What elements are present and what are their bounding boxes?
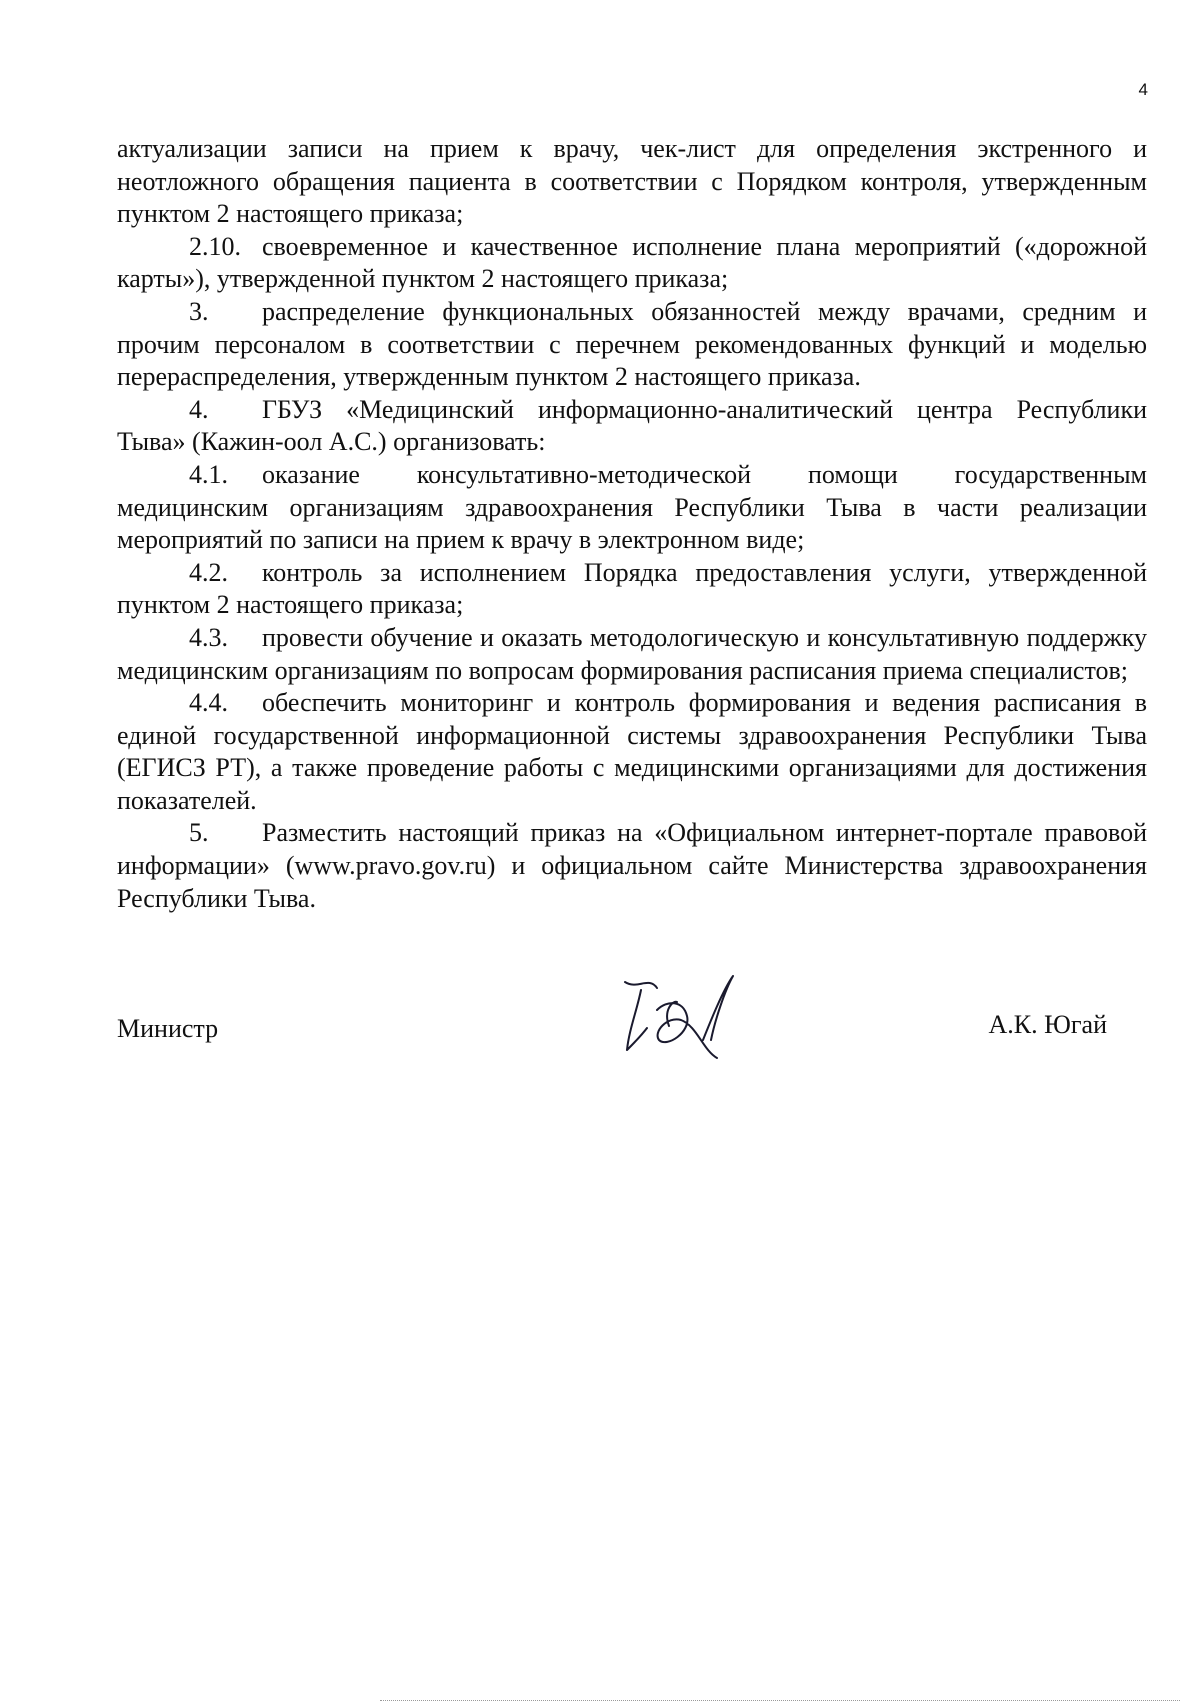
paragraph-number: 4.4. xyxy=(189,688,228,718)
signature-block xyxy=(117,1000,1107,1080)
paragraph-text: актуализации записи на прием к врачу, чек-лист для определения экстренного и неотложного обращения пациента в соответствии с Порядком контроля, утвержденным пунктом 2 настоящего приказа; xyxy=(117,134,1147,229)
paragraph-text: оказание консультативно-методической помощи государственным медицинским организациям здравоохранения Республики Тыва в части реализации мероприятий по записи на прием к врачу в электронном виде; xyxy=(117,459,1147,555)
document-body xyxy=(117,133,1147,915)
paragraph-text: Разместить настоящий приказ на «Официальном интернет-портале правовой информации» (www.pravo.gov.ru) и официальном сайте Министерства здравоохранения Республики Тыва. xyxy=(117,818,1147,913)
paragraph-text: обеспечить мониторинг и контроль формирования и ведения расписания в единой государственной информационной системы здравоохранения Республики Тыва (ЕГИСЗ РТ), а также проведение работы с медицинскими организациями для достижения показателей. xyxy=(117,688,1147,815)
paragraph-number: 4. xyxy=(189,394,209,424)
paragraph-number: 2.10. xyxy=(189,231,241,261)
paragraph-number: 3. xyxy=(189,296,209,326)
paragraph-text: своевременное и качественное исполнение плана мероприятий («дорожной карты»), утвержденной пунктом 2 настоящего приказа; xyxy=(117,231,1147,294)
signatory-name: А.К. Югай xyxy=(988,1010,1107,1039)
paragraph-5 xyxy=(117,817,1147,915)
paragraph-4-1 xyxy=(117,459,1147,557)
paragraph-text: ГБУЗ «Медицинский информационно-аналитический центра Республики Тыва» (Кажин-оол А.С.) организовать: xyxy=(117,394,1147,457)
paragraph-4 xyxy=(117,394,1147,459)
paragraph-number: 4.1. xyxy=(189,459,228,489)
paragraph-text: контроль за исполнением Порядка предоставления услуги, утвержденной пунктом 2 настоящего приказа; xyxy=(117,557,1147,620)
paragraph-number: 5. xyxy=(189,818,209,848)
paragraph-2-10 xyxy=(117,231,1147,296)
handwritten-signature xyxy=(607,970,747,1070)
page-number: 4 xyxy=(1138,80,1148,99)
paragraph-text: провести обучение и оказать методологическую и консультативную поддержку медицинским организациям по вопросам формирования расписания приема специалистов; xyxy=(117,622,1147,685)
signatory-title: Министр xyxy=(117,1014,219,1043)
paragraph-number: 4.3. xyxy=(189,622,228,652)
paragraph-3 xyxy=(117,296,1147,394)
scan-artifact-line xyxy=(380,1700,1180,1703)
paragraph-number: 4.2. xyxy=(189,557,228,587)
paragraph-4-4 xyxy=(117,687,1147,817)
paragraph-continuation xyxy=(117,133,1147,231)
paragraph-4-2 xyxy=(117,557,1147,622)
paragraph-4-3 xyxy=(117,622,1147,687)
paragraph-text: распределение функциональных обязанностей между врачами, средним и прочим персоналом в соответствии с перечнем рекомендованных функций и моделью перераспределения, утвержденным пунктом 2 настоящего приказа. xyxy=(117,296,1147,392)
